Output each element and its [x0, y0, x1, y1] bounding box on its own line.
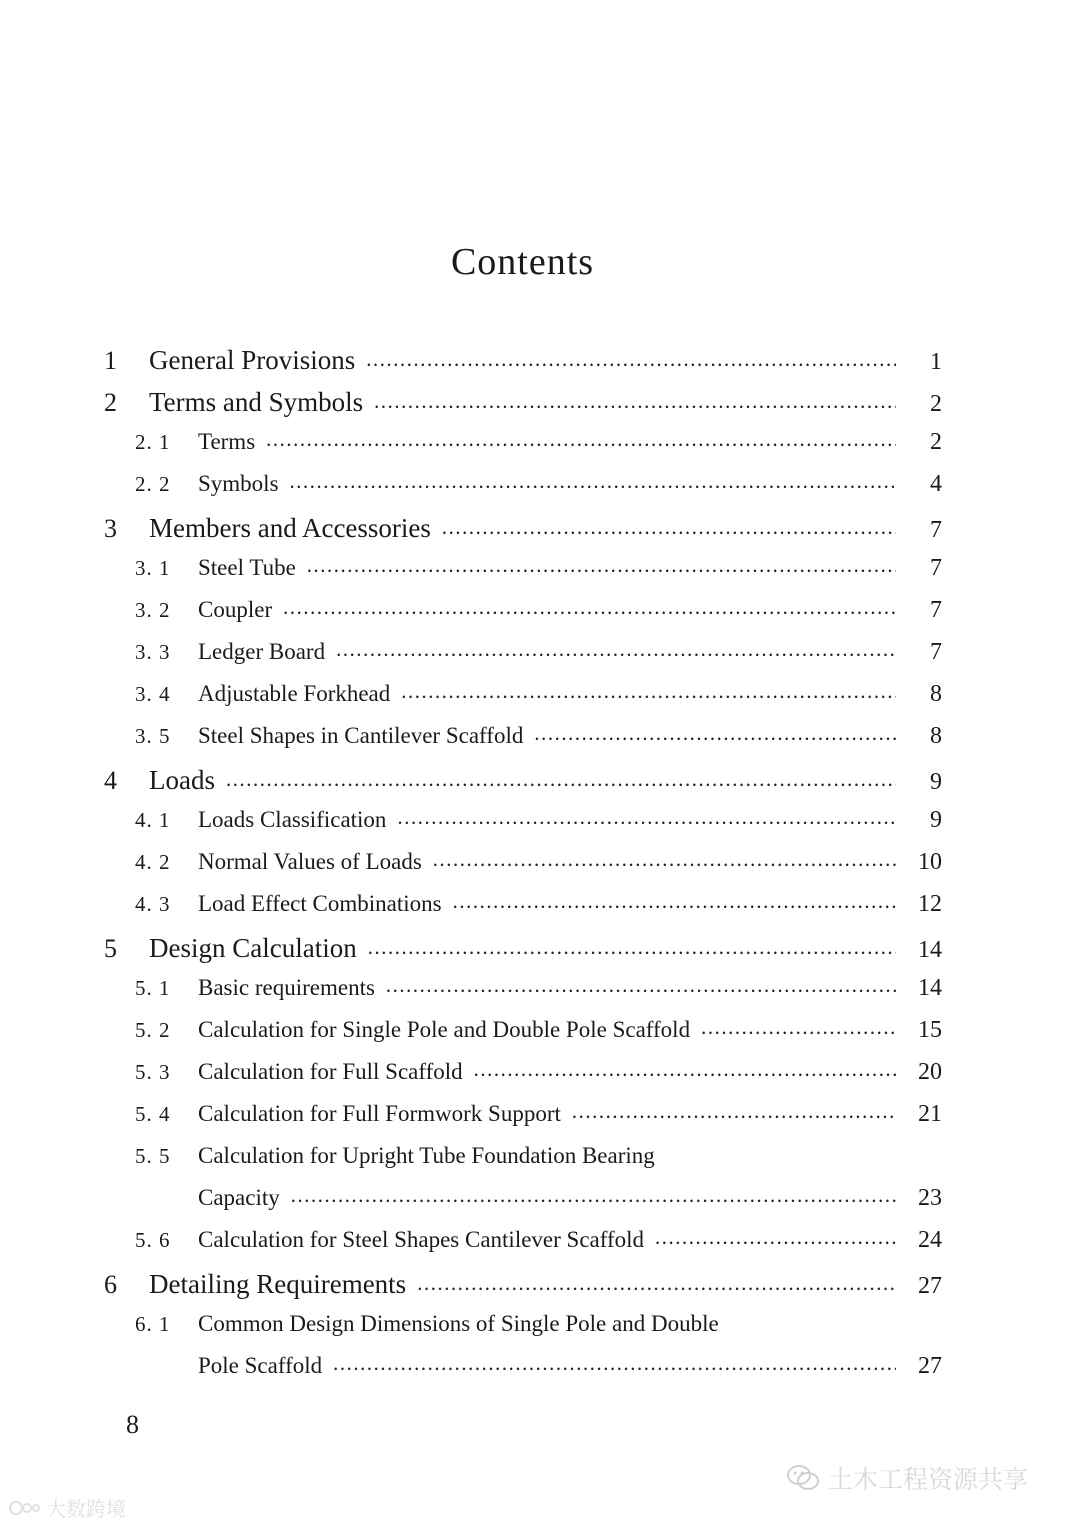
- leader-dots: [434, 853, 896, 874]
- entry-page: 27: [918, 1273, 942, 1299]
- watermark-brand: [8, 1493, 126, 1522]
- entry-page: 24: [918, 1227, 942, 1253]
- entry-page: 7: [930, 639, 942, 665]
- leader-dots: [292, 1189, 896, 1210]
- entry-title: Terms: [198, 429, 256, 454]
- entry-number: 3. 4: [135, 682, 171, 706]
- entry-title: Calculation for Steel Shapes Cantilever Scaffold: [198, 1227, 645, 1252]
- entry-number: 5. 6: [135, 1228, 171, 1252]
- toc-entry[interactable]: [104, 387, 942, 429]
- watermark-text: 大数跨境: [46, 1497, 126, 1521]
- toc-entry[interactable]: [104, 681, 942, 723]
- entry-number: 4. 1: [135, 808, 171, 832]
- leader-dots: [291, 475, 896, 496]
- toc-entry[interactable]: [104, 723, 942, 765]
- entry-title: Design Calculation: [149, 933, 357, 963]
- entry-title: Detailing Requirements: [149, 1269, 407, 1299]
- entry-number: 2. 1: [135, 430, 171, 454]
- entry-title: Normal Values of Loads: [198, 849, 422, 874]
- entry-title: Pole Scaffold: [198, 1353, 323, 1378]
- entry-page: 9: [930, 769, 942, 795]
- toc-entry[interactable]: [104, 513, 942, 555]
- leader-dots: [227, 773, 896, 794]
- entry-title: Calculation for Full Formwork Support: [198, 1101, 561, 1126]
- entry-page: 12: [918, 891, 942, 917]
- leader-dots: [443, 521, 896, 542]
- toc-entry[interactable]: [104, 345, 942, 387]
- toc-entry[interactable]: [104, 1227, 942, 1269]
- leader-dots: [308, 559, 896, 580]
- entry-title: Coupler: [198, 597, 273, 622]
- entry-title: Calculation for Full Scaffold: [198, 1059, 463, 1084]
- entry-number: 3. 3: [135, 640, 171, 664]
- leader-dots: [656, 1231, 896, 1252]
- entry-page: 10: [918, 849, 942, 875]
- leader-dots: [535, 727, 896, 748]
- entry-title: Loads Classification: [198, 807, 387, 832]
- leader-dots: [367, 353, 896, 374]
- entry-number: 2. 2: [135, 472, 171, 496]
- entry-number: 6: [104, 1270, 117, 1299]
- leader-dots: [387, 979, 896, 1000]
- entry-title: Members and Accessories: [149, 513, 431, 543]
- leader-dots: [398, 811, 896, 832]
- leader-dots: [375, 395, 896, 416]
- entry-page: 8: [930, 681, 942, 707]
- entry-number: 5. 3: [135, 1060, 171, 1084]
- entry-title: Adjustable Forkhead: [198, 681, 391, 706]
- toc-entry[interactable]: [104, 765, 942, 807]
- entry-page: 20: [918, 1059, 942, 1085]
- entry-number: 5. 4: [135, 1102, 171, 1126]
- toc-entry[interactable]: [104, 1059, 942, 1101]
- leader-dots: [475, 1063, 896, 1084]
- entry-page: 15: [918, 1017, 942, 1043]
- entry-page: 23: [918, 1185, 942, 1211]
- entry-number: 3: [104, 514, 117, 543]
- entry-title: General Provisions: [149, 345, 356, 375]
- page-title: Contents: [450, 241, 595, 283]
- entry-title: Calculation for Single Pole and Double Pole Scaffold: [198, 1017, 691, 1042]
- toc-entry[interactable]: [104, 1311, 942, 1353]
- entry-title: Steel Shapes in Cantilever Scaffold: [198, 723, 524, 748]
- toc-entry[interactable]: [104, 891, 942, 933]
- entry-page: 9: [930, 807, 942, 833]
- entry-number: 2: [104, 388, 117, 417]
- logo-icon: [8, 1497, 42, 1519]
- entry-number: 4: [104, 766, 117, 795]
- entry-page: 7: [930, 517, 942, 543]
- entry-page: 7: [930, 555, 942, 581]
- leader-dots: [337, 643, 896, 664]
- entry-page: 8: [930, 723, 942, 749]
- toc-entry[interactable]: [104, 1017, 942, 1059]
- leader-dots: [267, 433, 896, 454]
- entry-title: Capacity: [198, 1185, 280, 1210]
- leader-dots: [369, 941, 896, 962]
- wechat-icon: [786, 1464, 820, 1492]
- leader-dots: [454, 895, 896, 916]
- entry-page: 14: [918, 937, 942, 963]
- entry-number: 3. 5: [135, 724, 171, 748]
- toc-entry-continuation[interactable]: [104, 1353, 942, 1395]
- entry-page: 2: [930, 391, 942, 417]
- toc-entry-continuation[interactable]: [104, 1185, 942, 1227]
- entry-page: 27: [918, 1353, 942, 1379]
- entry-number: 3. 2: [135, 598, 171, 622]
- entry-number: 1: [104, 346, 117, 375]
- entry-number: 4. 2: [135, 850, 171, 874]
- leader-dots: [418, 1277, 896, 1298]
- leader-dots: [402, 685, 896, 706]
- toc-entry[interactable]: [104, 1101, 942, 1143]
- entry-title: Terms and Symbols: [149, 387, 364, 417]
- entry-page: 7: [930, 597, 942, 623]
- entry-page: 2: [930, 429, 942, 455]
- entry-number: 5. 2: [135, 1018, 171, 1042]
- leader-dots: [334, 1357, 896, 1378]
- toc-entry[interactable]: [104, 471, 942, 513]
- entry-title: Load Effect Combinations: [198, 891, 442, 916]
- entry-title: Loads: [149, 765, 215, 795]
- watermark-text: 土木工程资源共享: [828, 1465, 1029, 1494]
- entry-title: Symbols: [198, 471, 279, 496]
- watermark-channel: [786, 1460, 1028, 1496]
- entry-title: Steel Tube: [198, 555, 296, 580]
- entry-title: Calculation for Upright Tube Foundation Bearing: [198, 1143, 655, 1168]
- entry-number: 4. 3: [135, 892, 171, 916]
- toc-entry[interactable]: [104, 933, 942, 975]
- toc-entry[interactable]: [104, 555, 942, 597]
- leader-dots: [573, 1105, 896, 1126]
- entry-page: 4: [930, 471, 942, 497]
- entry-page: 14: [918, 975, 942, 1001]
- entry-page: 21: [918, 1101, 942, 1127]
- entry-number: 5. 1: [135, 976, 171, 1000]
- toc-entry[interactable]: [104, 639, 942, 681]
- entry-title: Common Design Dimensions of Single Pole and Double: [198, 1311, 719, 1336]
- entry-number: 6. 1: [135, 1312, 171, 1336]
- entry-page: 1: [930, 349, 942, 375]
- leader-dots: [702, 1021, 896, 1042]
- entry-title: Ledger Board: [198, 639, 326, 664]
- leader-dots: [284, 601, 896, 622]
- entry-number: 5. 5: [135, 1144, 171, 1168]
- toc-entry[interactable]: [104, 429, 942, 471]
- toc-entry[interactable]: [104, 1143, 942, 1185]
- table-of-contents: [104, 345, 942, 1395]
- toc-entry[interactable]: [104, 807, 942, 849]
- toc-entry[interactable]: [104, 1269, 942, 1311]
- toc-entry[interactable]: [104, 597, 942, 639]
- toc-entry[interactable]: [104, 849, 942, 891]
- entry-number: 3. 1: [135, 556, 171, 580]
- page-number: 8: [126, 1410, 139, 1439]
- entry-number: 5: [104, 934, 117, 963]
- toc-entry[interactable]: [104, 975, 942, 1017]
- entry-title: Basic requirements: [198, 975, 375, 1000]
